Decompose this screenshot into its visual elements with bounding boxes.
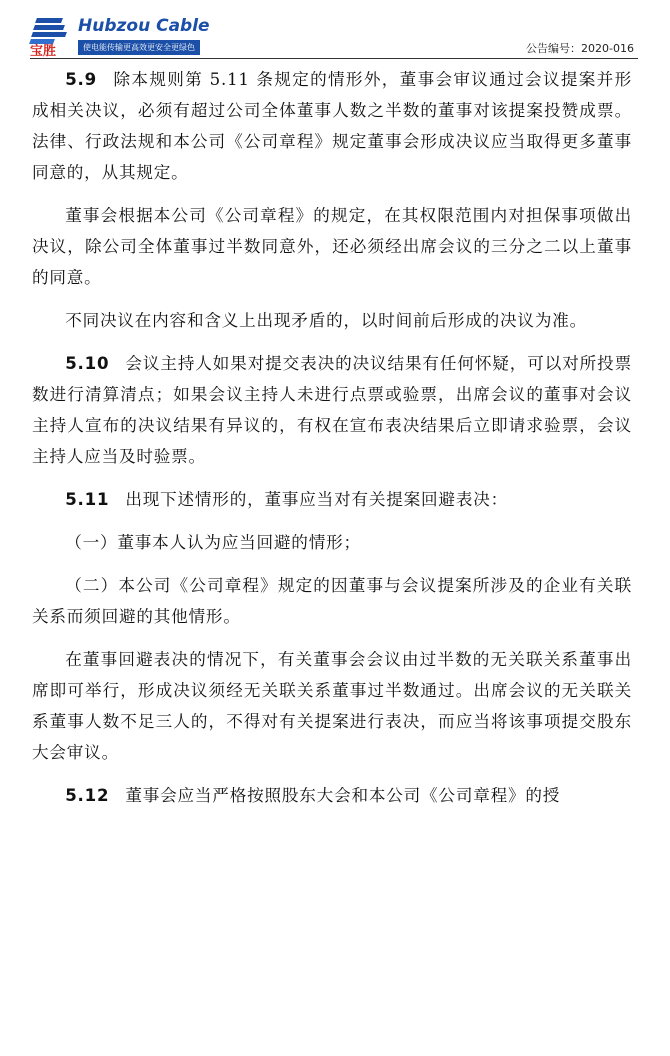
paragraph-5-11: [32, 484, 632, 515]
paragraph-text: （一）董事本人认为应当回避的情形；: [65, 533, 361, 552]
paragraph-text: 董事会根据本公司《公司章程》的规定，在其权限范围内对担保事项做出决议，除公司全体董事过半数同意外，还必须经出席会议的三分之二以上董事的同意。: [32, 206, 632, 287]
paragraph-5-12: [32, 780, 632, 811]
header-divider: [30, 58, 638, 59]
paragraph-5-10: [32, 348, 632, 472]
clause-number: 5.12: [65, 786, 110, 805]
page-header: [0, 0, 670, 64]
paragraph-recusal: [32, 644, 632, 768]
logo-english-name: Hubzou Cable: [78, 16, 210, 36]
paragraph-text: 会议主持人如果对提交表决的决议结果有任何怀疑，可以对所投票数进行清算清点；如果会议主持人未进行点票或验票，出席会议的董事对会议主持人宣布的决议结果有异议的，有权在宣布表决结果后立即请求验票，会议主持人应当及时验票。: [32, 354, 632, 466]
clause-number: 5.9: [65, 70, 97, 89]
paragraph-text: （二）本公司《公司章程》规定的因董事与会议提案所涉及的企业有关联关系而须回避的其他情形。: [32, 576, 632, 626]
paragraph-text: 出现下述情形的，董事应当对有关提案回避表决：: [125, 490, 509, 509]
company-logo: [30, 14, 210, 59]
document-number: 公告编号：2020-016: [526, 42, 634, 55]
paragraph-text: 除本规则第 5.11 条规定的情形外，董事会审议通过会议提案并形成相关决议，必须有超过公司全体董事人数之半数的董事对该提案投赞成票。法律、行政法规和本公司《公司章程》规定董事会形成决议应当取得更多董事同意的，从其规定。: [32, 70, 632, 182]
paragraph-conflict: [32, 305, 632, 336]
paragraph-item-2: [32, 570, 632, 632]
paragraph-text: 董事会应当严格按照股东大会和本公司《公司章程》的授: [125, 786, 561, 805]
clause-number: 5.10: [65, 354, 110, 373]
logo-chinese-name: 宝胜: [30, 44, 57, 59]
paragraph-guarantee: [32, 200, 632, 293]
clause-number: 5.11: [65, 490, 110, 509]
paragraph-5-9: [32, 64, 632, 188]
paragraph-item-1: [32, 527, 632, 558]
paragraph-text: 不同决议在内容和含义上出现矛盾的，以时间前后形成的决议为准。: [65, 311, 587, 330]
paragraph-text: 在董事回避表决的情况下，有关董事会会议由过半数的无关联关系董事出席即可举行，形成决议须经无关联关系董事过半数通过。出席会议的无关联关系董事人数不足三人的，不得对有关提案进行表决，而应当将该事项提交股东大会审议。: [32, 650, 632, 762]
logo-slogan: 使电能传输更高效更安全更绿色: [78, 40, 200, 55]
document-body: [32, 64, 632, 811]
